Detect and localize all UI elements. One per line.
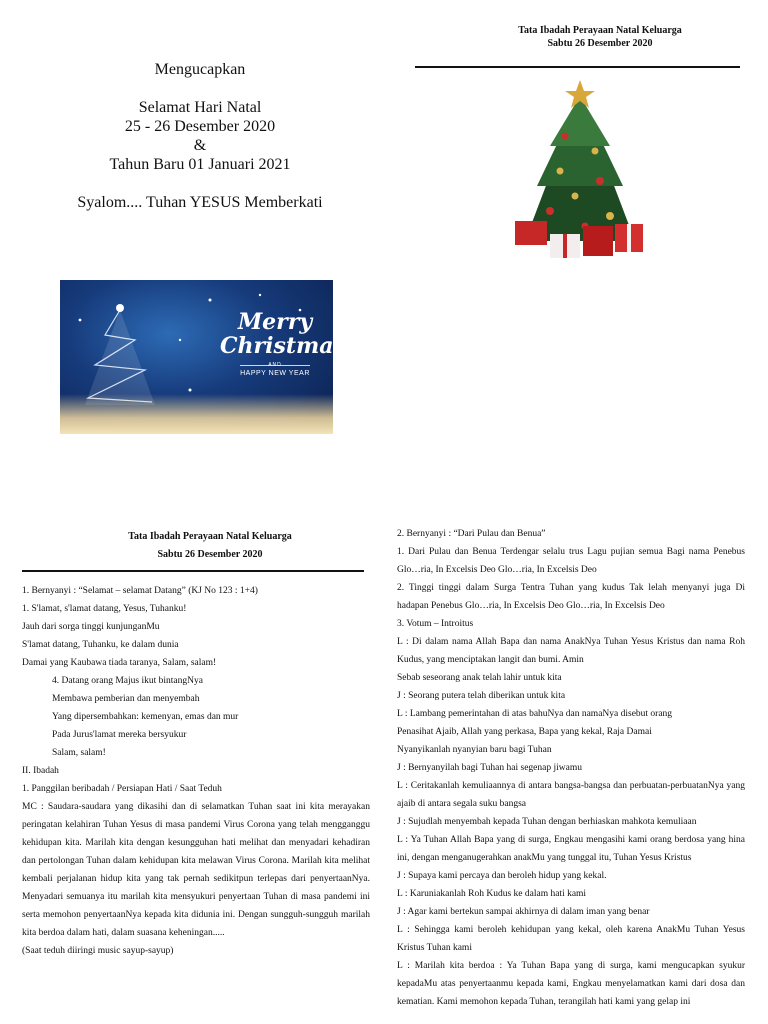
text-line: J : Bernyanyilah bagi Tuhan hai segenap jiwamu [397,763,582,773]
section-heading: II. Ibadah [22,766,59,776]
merry-christmas-card [60,280,346,434]
text-line: 1. Dari Pulau dan Benua Terdengar selalu trus Lagu pujian semua Bagi nama Penebus Glo…ria, In Excelsis Deo Glo…ria, In Excelsis Deo [397,547,745,575]
greeting-line: Syalom.... Tuhan YESUS Memberkati [77,194,323,211]
header-rule [22,570,364,572]
greeting-block [0,60,400,212]
text-line: J : Sujudlah menyembah kepada Tuhan dengan berhiaskan mahkota kemuliaan [397,817,697,827]
text-line: L : Sehingga kami beroleh kehidupan yang kekal, oleh karena AnakMu Tuhan Yesus Kristus Tuhan kami [397,925,745,953]
happy-new-year-text: HAPPY NEW YEAR [240,370,310,377]
header-top-right [460,24,740,50]
christmas-text: Christmas [220,333,346,359]
header-title: Tata Ibadah Perayaan Natal Keluarga [128,531,292,542]
text-line: Sebab seseorang anak telah lahir untuk kita [397,673,562,683]
text-line: L : Lambang pemerintahan di atas bahuNya dan namaNya disebut orang [397,709,673,719]
christmas-tree-image [505,76,655,261]
text-line: Pada Jurus'lamat mereka bersyukur [52,730,187,740]
header-date: Sabtu 26 Desember 2020 [157,549,263,560]
text-line: L : Karuniakanlah Roh Kudus ke dalam hati kami [397,889,587,899]
text-line: J : Supaya kami percaya dan beroleh hidup yang kekal. [397,871,607,881]
text-line: 2. Bernyanyi : “Dari Pulau dan Benua” [397,529,546,539]
text-line: Salam, salam! [52,748,106,758]
text-line: 1. Panggilan beribadah / Persiapan Hati / Saat Teduh [22,784,222,794]
text-line: L : Marilah kita berdoa : Ya Tuhan Bapa yang di surga, kami mengucapkan syukur kepadaMu atas penyertaanmu kepada kami, Engkau menyelamatkan kami dari dosa dan kematian. Kami memohon kepada Tuhan, terangilah hati kami yang gelap ini [397,961,745,1007]
greeting-line: Tahun Baru 01 Januari 2021 [109,156,291,173]
right-column [397,525,745,1011]
spacer [0,79,400,98]
text-line: Damai yang Kaubawa tiada taranya, Salam, salam! [22,658,217,668]
text-line: Yang dipersembahkan: kemenyan, emas dan mur [52,712,239,722]
greeting-line: Selamat Hari Natal [138,99,262,116]
text-line: L : Ceritakanlah kemuliaannya di antara bangsa-bangsa dan perbuatan-perbuatanNya yang ajaib di antara segala suku bangsa [397,781,745,809]
header-bottom-left [60,528,360,564]
text-line: Membawa pemberian dan menyembah [52,694,200,704]
text-line: 2. Tinggi tinggi dalam Surga Tentra Tuhan yang kudus Tak lelah menyanyi juga Di hadapan Penebus Glo…ria, In Excelsis Deo Glo…ria, In Excelsis Deo [397,583,745,611]
text-line: 1. Bernyanyi : “Selamat – selamat Datang” (KJ No 123 : 1+4) [22,586,258,596]
merry-christmas-text [220,309,346,359]
text-line: 3. Votum – Introitus [397,619,474,629]
text-line: S'lamat datang, Tuhanku, ke dalam dunia [22,640,179,650]
text-line: (Saat teduh diiringi music sayup-sayup) [22,946,174,956]
text-line: Jauh dari sorga tinggi kunjunganMu [22,622,160,632]
greeting-line: & [193,137,207,154]
left-column [22,582,370,960]
header-rule [415,66,740,68]
header-title: Tata Ibadah Perayaan Natal Keluarga [518,25,682,36]
spacer [0,174,400,193]
mc-paragraph: MC : Saudara-saudara yang dikasihi dan di selamatkan Tuhan saat ini kita merayakan peringatan kelahiran Tuhan Yesus di masa pandemi Virus Corona yang telah mengganggu kehidupan kita. Marilah kita dengan kesungguhan hati melihat dan menyadari kehadiran dan pertolongan Tuhan dalam kehidupan kita melawan Virus Corona. Marilah kita melihat kembali perjalanan hidup kita yang tak pernah sedikitpun terlepas dari penyertaanNya. Menyadari semuanya itu marilah kita mensyukuri penyertaan Tuhan di masa pandemi ini serta memohon penyertaanNya kepada kita didunia ini. Dengan sungguh-sungguh marilah kita berdoa dalam hati, dalam suasana keheningan..... [22,802,370,938]
text-line: J : Seorang putera telah diberikan untuk kita [397,691,566,701]
greeting-line: Mengucapkan [154,61,246,78]
text-line: Nyanyikanlah nyanyian baru bagi Tuhan [397,745,552,755]
and-text: AND [268,362,282,368]
text-line: L : Di dalam nama Allah Bapa dan nama AnakNya Tuhan Yesus Kristus dan nama Roh Kudus, yang menciptakan langit dan bumi. Amin [397,637,745,665]
text-line: 4. Datang orang Majus ikut bintangNya [52,676,203,686]
merry-text: Merry [237,309,313,335]
text-line: 1. S'lamat, s'lamat datang, Yesus, Tuhanku! [22,604,187,614]
text-line: L : Ya Tuhan Allah Bapa yang di surga, Engkau mengasihi kami orang berdosa yang hina ini, dengan menganugerahkan anakMu yang tunggal itu, Tuhan Yesus Kristus [397,835,745,863]
header-date: Sabtu 26 Desember 2020 [547,38,653,49]
text-line: Penasihat Ajaib, Allah yang perkasa, Bapa yang kekal, Raja Damai [397,727,652,737]
text-line: J : Agar kami bertekun sampai akhirnya di dalam iman yang benar [397,907,650,917]
glitter-floor [60,394,333,434]
greeting-line: 25 - 26 Desember 2020 [124,118,276,135]
